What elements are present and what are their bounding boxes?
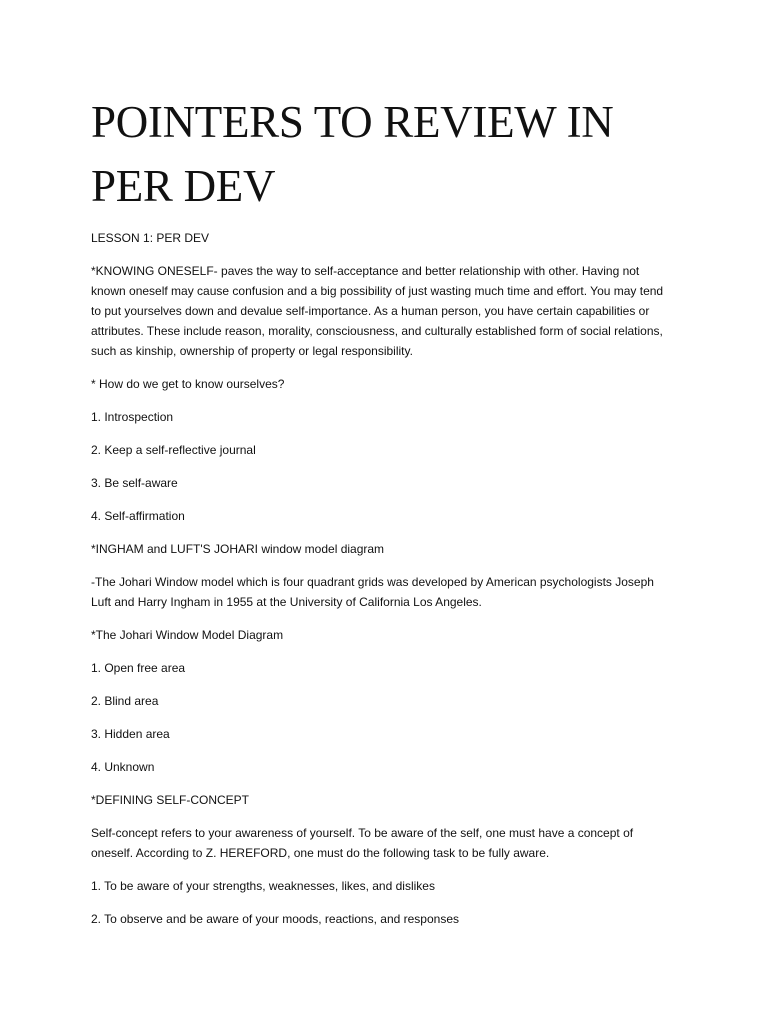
- list-item: 4. Self-affirmation: [91, 509, 185, 523]
- self-concept-paragraph: Self-concept refers to your awareness of yourself. To be aware of the self, one must have a concept of oneself. According to Z. HEREFORD, one must do the following task to be fully aware.: [91, 826, 634, 860]
- johari-diagram-heading: *The Johari Window Model Diagram: [91, 628, 284, 642]
- document-body: [91, 228, 671, 942]
- list-item: 2. Keep a self-reflective journal: [91, 443, 256, 457]
- list-item: 3. Be self-aware: [91, 476, 178, 490]
- list-item: 1. To be aware of your strengths, weaknesses, likes, and dislikes: [91, 879, 435, 893]
- list-item: 2. To observe and be aware of your moods, reactions, and responses: [91, 912, 459, 926]
- knowing-oneself-paragraph: *KNOWING ONESELF- paves the way to self-acceptance and better relationship with other. Having not known oneself may cause confusion and a big possibility of just wasting much time and effort. You may tend to put yourselves down and devalue self-importance. As a human person, you have certain capabilities or attributes. These include reason, morality, consciousness, and culturally established form of social relations, such as kinship, ownership of property or legal responsibility.: [91, 264, 664, 358]
- lesson-heading: LESSON 1: PER DEV: [91, 231, 210, 245]
- document-title: POINTERS TO REVIEW IN PER DEV: [91, 97, 614, 211]
- how-question: * How do we get to know ourselves?: [91, 377, 285, 391]
- list-item: 1. Introspection: [91, 410, 174, 424]
- self-concept-heading: *DEFINING SELF-CONCEPT: [91, 793, 250, 807]
- list-item: 2. Blind area: [91, 694, 159, 708]
- list-item: 4. Unknown: [91, 760, 155, 774]
- johari-description: -The Johari Window model which is four quadrant grids was developed by American psychologists Joseph Luft and Harry Ingham in 1955 at the University of California Los Angeles.: [91, 575, 654, 609]
- johari-heading: *INGHAM and LUFT'S JOHARI window model diagram: [91, 542, 385, 556]
- list-item: 3. Hidden area: [91, 727, 170, 741]
- list-item: 1. Open free area: [91, 661, 186, 675]
